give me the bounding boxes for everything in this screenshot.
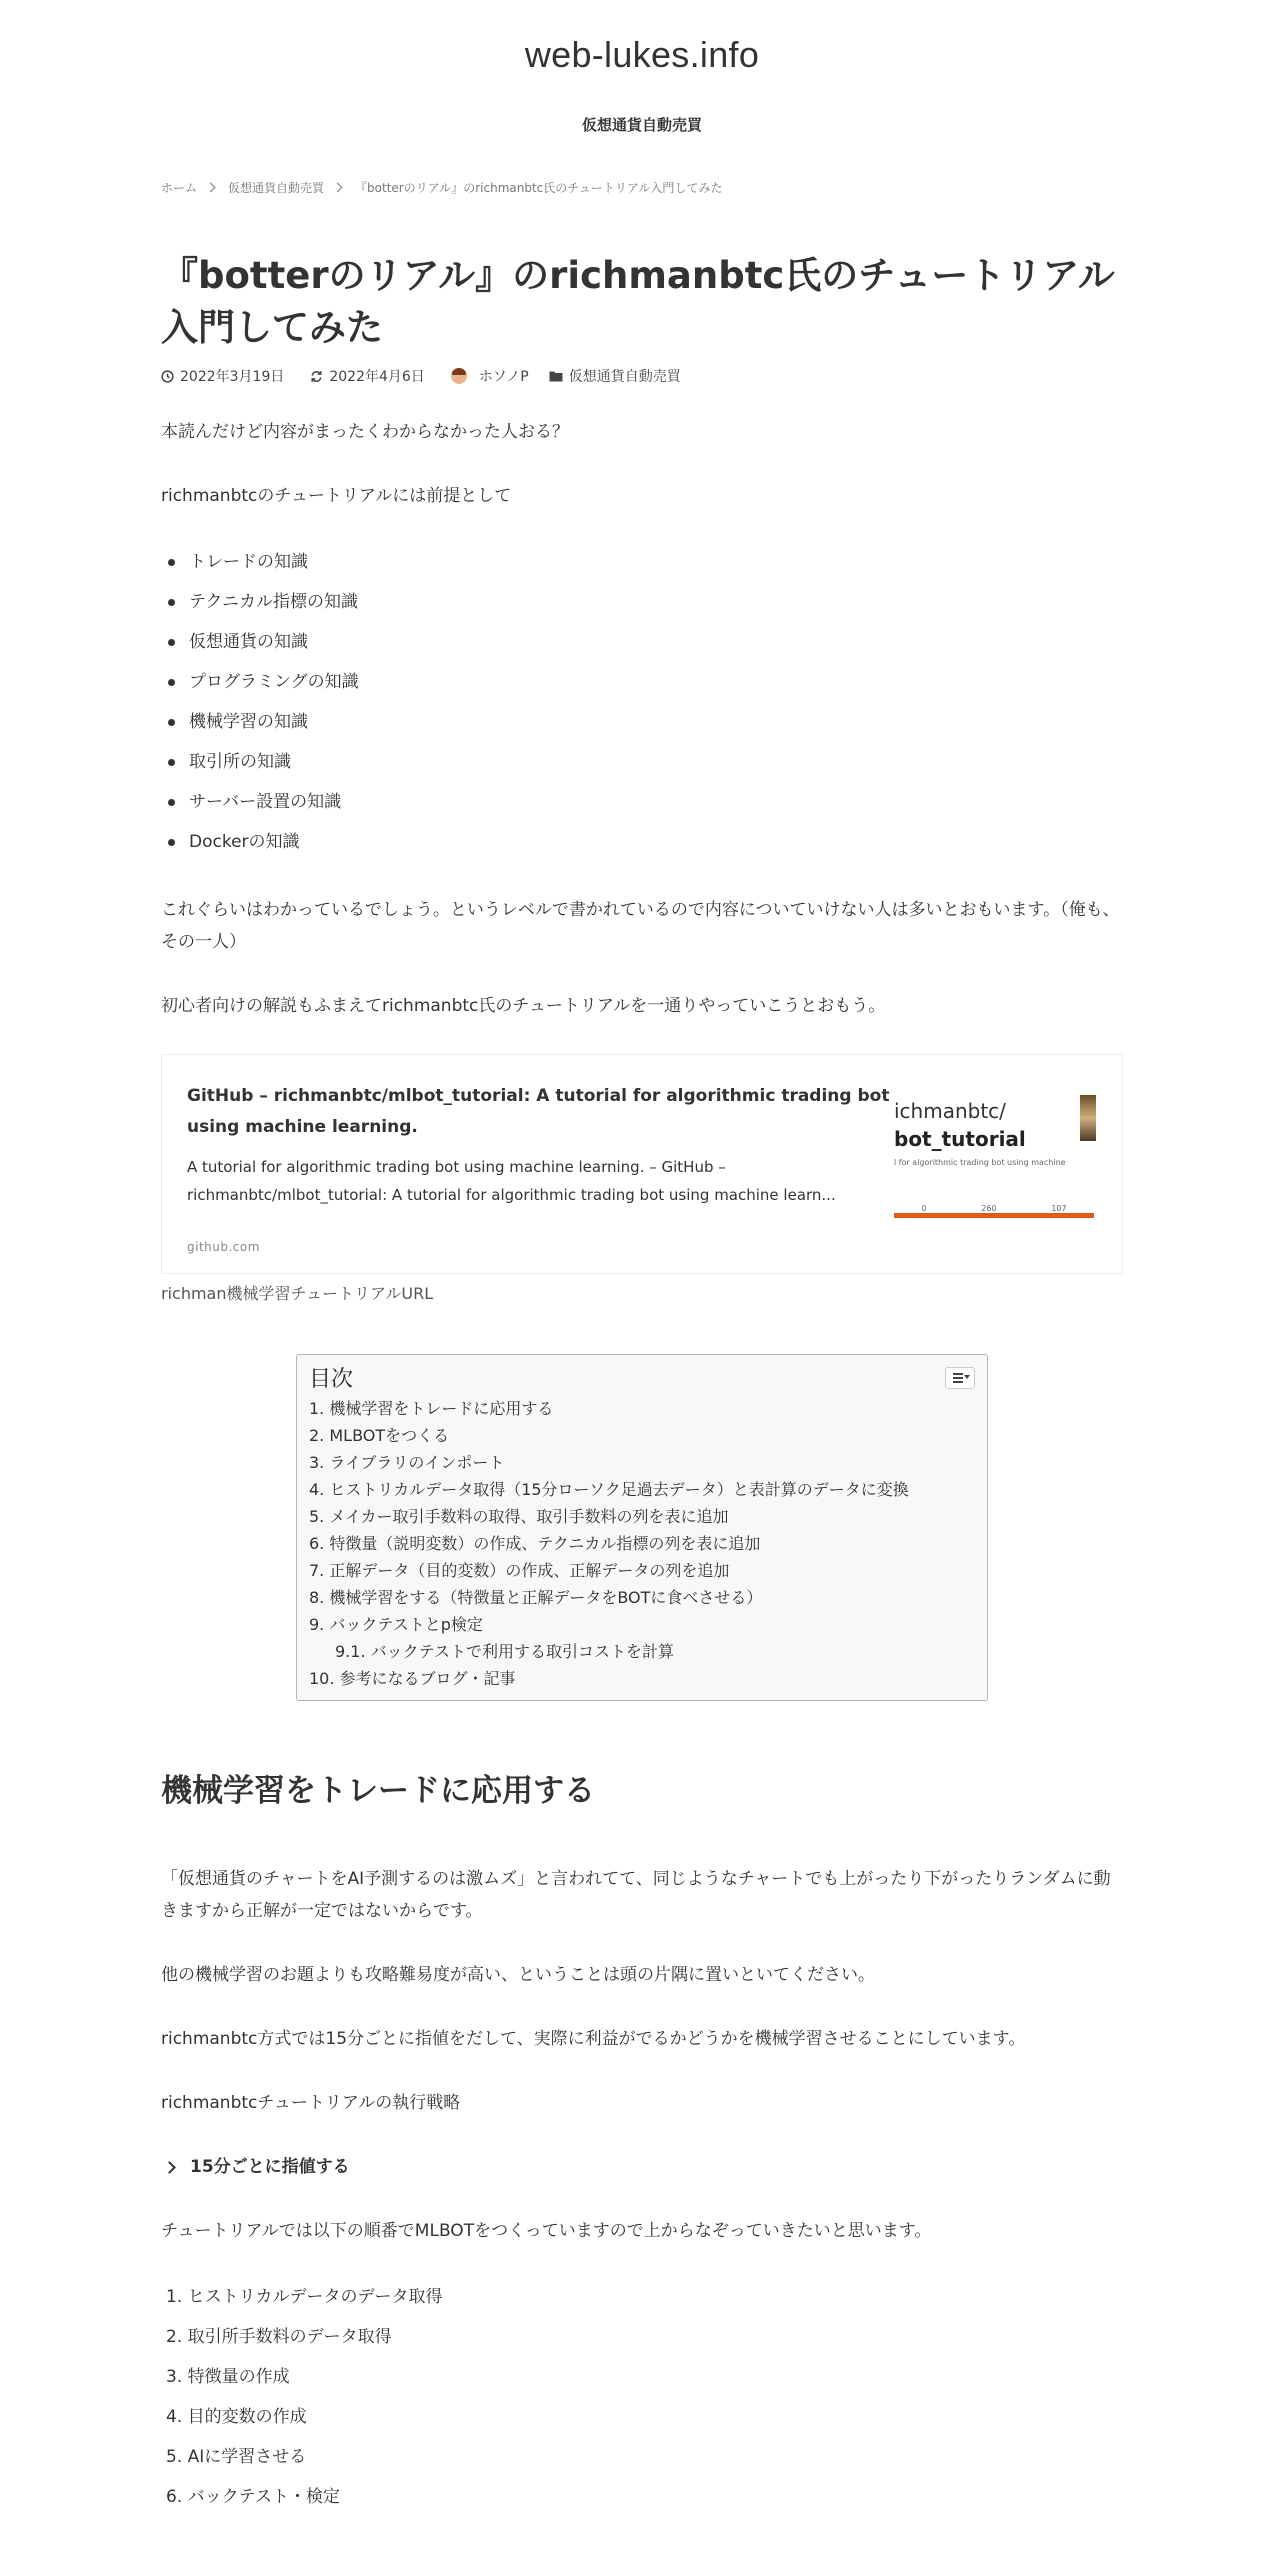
breadcrumb xyxy=(161,179,1123,196)
toc-subitem[interactable]: 9.1. バックテストで利用する取引コストを計算 xyxy=(335,1642,674,1661)
toc-item[interactable]: 10. 参考になるブログ・記事 xyxy=(309,1669,516,1688)
list-item: 4. 目的変数の作成 xyxy=(166,2407,307,2427)
thumbnail-stats xyxy=(894,1193,1094,1223)
site-header xyxy=(0,0,1284,135)
refresh-icon xyxy=(310,370,323,383)
main-content xyxy=(161,179,1123,2517)
toc-item[interactable]: 1. 機械学習をトレードに応用する xyxy=(309,1399,554,1418)
site-title[interactable]: web-lukes.info xyxy=(524,34,760,75)
thumbnail-stat: 260 xyxy=(981,1204,997,1213)
toc-toggle-icon[interactable] xyxy=(945,1367,975,1389)
toc-item[interactable]: 6. 特徴量（説明変数）の作成、テクニカル指標の列を表に追加 xyxy=(309,1534,761,1553)
link-card-title[interactable]: GitHub – richmanbtc/mlbot_tutorial: A tutorial for algorithmic trading bot using machine learning. xyxy=(187,1086,890,1137)
list-item: 6. バックテスト・検定 xyxy=(166,2487,340,2507)
thumbnail-bar xyxy=(894,1213,1094,1218)
paragraph: これぐらいはわかっているでしょう。というレベルで書かれているので内容についていけない人は多いとおもいます。（俺も、その一人） xyxy=(161,900,1120,952)
toc-list xyxy=(309,1395,977,1692)
list-item: サーバー設置の知識 xyxy=(161,782,1123,822)
toc-item[interactable]: 3. ライブラリのインポート xyxy=(309,1453,505,1472)
page-title: 『botterのリアル』のrichmanbtc氏のチュートリアル入門してみた xyxy=(161,254,1115,349)
paragraph: 初心者向けの解説もふまえてrichmanbtc氏のチュートリアルを一通りやっていこうとおもう。 xyxy=(161,996,886,1016)
paragraph: 他の機械学習のお題よりも攻略難易度が高い、ということは頭の片隅に置いといてください。 xyxy=(161,1965,875,1985)
folder-icon xyxy=(549,370,563,382)
link-card-host: github.com xyxy=(187,1240,260,1254)
paragraph: チュートリアルでは以下の順番でMLBOTをつくっていますので上からなぞっていきたいと思います。 xyxy=(161,2221,932,2241)
toc-item[interactable]: 5. メイカー取引手数料の取得、取引手数料の列を表に追加 xyxy=(309,1507,729,1526)
list-item: 仮想通貨の知識 xyxy=(161,622,1123,662)
chevron-right-icon xyxy=(206,183,216,193)
breadcrumb-category[interactable]: 仮想通貨自動売買 xyxy=(228,181,325,195)
category-link[interactable]: 仮想通貨自動売買 xyxy=(568,369,681,385)
toc-item[interactable]: 9. バックテストとp検定 xyxy=(309,1615,483,1634)
toc-item[interactable]: 7. 正解データ（目的変数）の作成、正解データの列を追加 xyxy=(309,1561,730,1580)
list-item: トレードの知識 xyxy=(161,542,1123,582)
list-item: 機械学習の知識 xyxy=(161,702,1123,742)
toc-item[interactable]: 2. MLBOTをつくる xyxy=(309,1426,450,1445)
paragraph: 「仮想通貨のチャートをAI予測するのは激ムズ」と言われてて、同じようなチャートでも上がったり下がったりランダムに動きますから正解が一定ではないからです。 xyxy=(161,1869,1111,1921)
thumbnail-stat: 0 xyxy=(921,1204,927,1213)
steps-list xyxy=(161,2277,1123,2517)
paragraph: richmanbtcチュートリアルの執行戦略 xyxy=(161,2093,461,2113)
chevron-right-icon xyxy=(333,183,343,193)
chevron-right-icon xyxy=(163,2161,176,2174)
toc-item[interactable]: 8. 機械学習をする（特徴量と正解データをBOTに食べさせる） xyxy=(309,1588,763,1607)
global-nav-item[interactable]: 仮想通貨自動売買 xyxy=(581,116,702,134)
thumbnail-logo xyxy=(1080,1095,1096,1141)
list-item: 取引所の知識 xyxy=(161,742,1123,782)
toc-title: 目次 xyxy=(309,1367,354,1392)
author-avatar xyxy=(451,368,467,384)
list-item: 2. 取引所手数料のデータ取得 xyxy=(166,2327,392,2347)
link-card-description: A tutorial for algorithmic trading bot using machine learning. – GitHub – richmanbtc/mlbot_tutorial: A tutorial for algorithmic trading bot using machine learn... xyxy=(187,1158,836,1204)
list-item: 1. ヒストリカルデータのデータ取得 xyxy=(166,2287,443,2307)
list-item: 5. AIに学習させる xyxy=(166,2447,307,2467)
article-meta xyxy=(161,366,1123,386)
accordion-label[interactable]: 15分ごとに指値する xyxy=(190,2157,350,2177)
clock-icon xyxy=(161,370,174,383)
article-body xyxy=(161,416,1123,2517)
thumbnail-text: bot_tutorial xyxy=(894,1127,1026,1151)
paragraph: richmanbtcのチュートリアルには前提として xyxy=(161,486,512,506)
list-item: 3. 特徴量の作成 xyxy=(166,2367,290,2387)
link-card[interactable] xyxy=(161,1054,1123,1274)
author-name[interactable]: ホソノP xyxy=(478,369,529,385)
table-of-contents xyxy=(296,1354,988,1701)
thumbnail-stat: 107 xyxy=(1051,1204,1067,1213)
breadcrumb-current: 『botterのリアル』のrichmanbtc氏のチュートリアル入門してみた xyxy=(355,181,723,195)
paragraph: richmanbtc方式では15分ごとに指値をだして、実際に利益がでるかどうかを機械学習させることにしています。 xyxy=(161,2029,1026,2049)
accordion-toggle[interactable] xyxy=(161,2151,1123,2183)
link-card-caption: richman機械学習チュートリアルURL xyxy=(161,1284,434,1303)
prerequisite-list xyxy=(161,542,1123,862)
breadcrumb-home[interactable]: ホーム xyxy=(161,181,198,195)
section-heading: 機械学習をトレードに応用する xyxy=(161,1773,595,1809)
paragraph: 本読んだけど内容がまったくわからなかった人おる？ xyxy=(161,422,569,442)
thumbnail-text: l for algorithmic trading bot using machine xyxy=(894,1158,1066,1167)
toc-item[interactable]: 4. ヒストリカルデータ取得（15分ローソク足過去データ）と表計算のデータに変換 xyxy=(309,1480,909,1499)
list-item: プログラミングの知識 xyxy=(161,662,1123,702)
thumbnail-text: ichmanbtc/ xyxy=(894,1099,1006,1123)
published-date: 2022年3月19日 xyxy=(180,369,285,385)
link-card-thumbnail[interactable] xyxy=(892,1095,1098,1223)
list-item: テクニカル指標の知識 xyxy=(161,582,1123,622)
list-item: Dockerの知識 xyxy=(161,822,1123,862)
updated-date: 2022年4月6日 xyxy=(329,369,425,385)
